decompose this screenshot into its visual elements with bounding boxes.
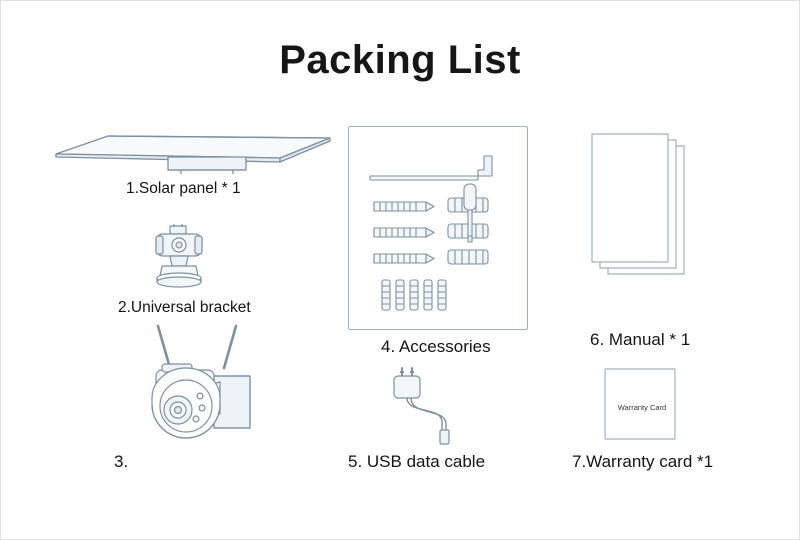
usb-cable-icon xyxy=(380,366,490,446)
accessories-kit-icon xyxy=(352,130,524,326)
warranty-card-printed-text: Warranty Card xyxy=(617,403,667,412)
item-2-caption: 2.Universal bracket xyxy=(118,299,251,316)
item-4-caption: 4. Accessories xyxy=(381,337,491,356)
manual-icon xyxy=(586,132,696,302)
universal-bracket-icon xyxy=(140,222,240,294)
item-5-caption: 5. USB data cable xyxy=(348,452,486,471)
solar-panel-icon xyxy=(48,126,338,176)
item-1-caption: 1.Solar panel * 1 xyxy=(126,180,241,197)
item-6-caption: 6. Manual * 1 xyxy=(590,330,691,349)
item-3-caption: 3. xyxy=(114,452,129,471)
ptz-camera-icon xyxy=(128,318,268,468)
item-7-caption: 7.Warranty card *1 xyxy=(572,452,714,471)
page-title: Packing List xyxy=(279,38,521,82)
